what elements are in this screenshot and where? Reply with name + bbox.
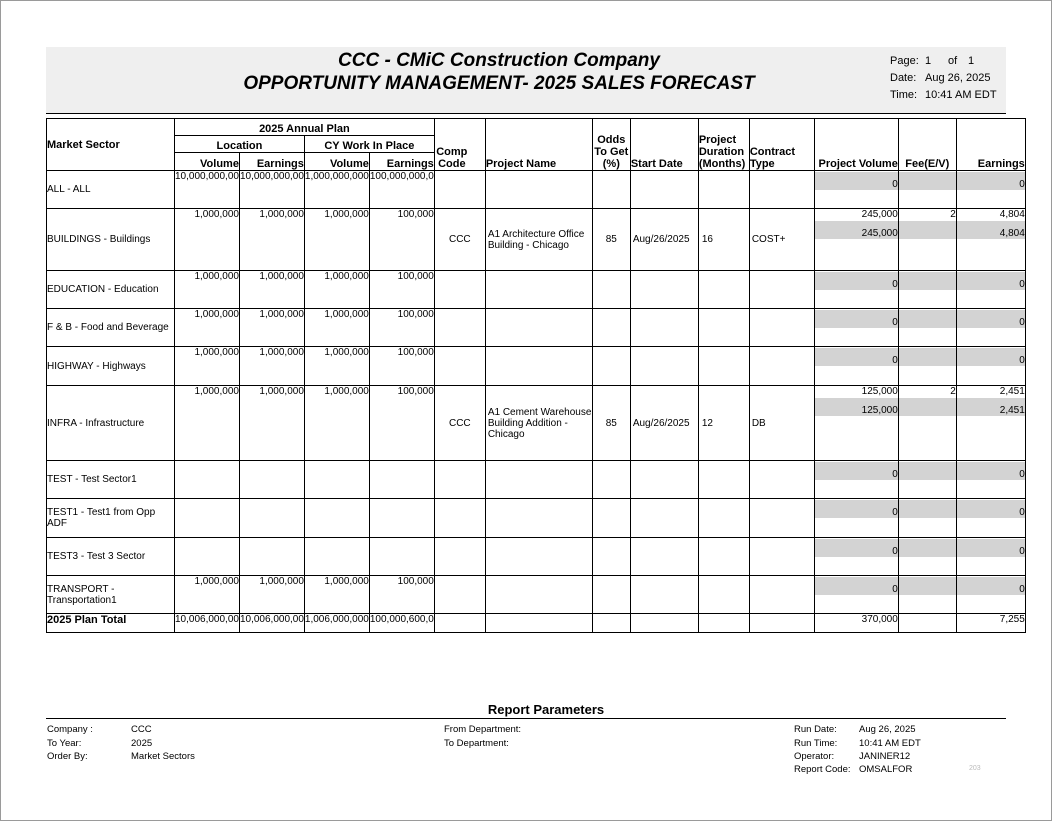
header-start-date: Start Date	[630, 119, 698, 171]
project-name	[485, 347, 592, 386]
subtotal-earnings: 4,804	[957, 220, 1025, 239]
start-date	[630, 499, 698, 538]
cy-earnings	[369, 538, 434, 576]
total-location-earnings: 10,006,000,00	[239, 614, 304, 633]
report-date: Aug 26, 2025	[925, 72, 991, 84]
total-cy-earnings: 100,000,600,0	[369, 614, 434, 633]
market-sector: EDUCATION - Education	[47, 271, 175, 309]
total-cy-volume: 1,006,000,000	[304, 614, 369, 633]
comp-code: CCC	[434, 209, 485, 271]
param-company: CCC	[131, 724, 152, 735]
table-row	[47, 209, 1026, 271]
total-project-volume: 370,000	[814, 614, 898, 633]
fee-cell	[898, 347, 956, 386]
subtotal-volume: 245,000	[815, 220, 898, 239]
subtotal-earnings: 0	[957, 171, 1025, 190]
cy-volume: 1,000,000	[304, 271, 369, 309]
subtotal-volume: 0	[815, 309, 898, 328]
total-row	[47, 614, 1026, 633]
comp-code	[434, 347, 485, 386]
fee-cell	[898, 309, 956, 347]
param-operator-label: Operator:	[794, 751, 835, 762]
fee: 2	[950, 386, 956, 397]
duration: 12	[698, 386, 749, 461]
date-label: Date:	[890, 72, 917, 84]
project-volume: 245,000	[861, 209, 898, 220]
project-name	[485, 461, 592, 499]
subtotal-earnings: 0	[957, 271, 1025, 290]
subtotal-earnings: 0	[957, 499, 1025, 518]
subtotal-earnings: 2,451	[957, 397, 1025, 416]
table-row	[47, 499, 1026, 538]
comp-code	[434, 309, 485, 347]
earnings-cell	[956, 171, 1025, 209]
start-date: Aug/26/2025	[630, 386, 698, 461]
report-time: 10:41 AM EDT	[925, 89, 997, 101]
comp-code	[434, 576, 485, 614]
project-volume: 125,000	[861, 386, 898, 397]
table-row	[47, 576, 1026, 614]
header-earnings: Earnings	[956, 119, 1025, 171]
project-volume-cell	[814, 209, 898, 271]
comp-code	[434, 499, 485, 538]
table-row	[47, 309, 1026, 347]
forecast-table	[46, 118, 1026, 633]
param-to-year: 2025	[131, 738, 153, 749]
odds-to-get	[592, 538, 630, 576]
page-total: 1	[968, 55, 975, 67]
comp-code	[434, 171, 485, 209]
header-duration: Project Duration (Months)	[698, 119, 749, 171]
param-to-dept-label: To Department:	[444, 738, 509, 749]
project-volume-cell	[814, 347, 898, 386]
header-market-sector: Market Sector	[47, 119, 175, 171]
param-operator: JANINER12	[859, 751, 911, 762]
subtotal-earnings: 0	[957, 576, 1025, 595]
project-volume-cell	[814, 461, 898, 499]
cy-volume: 1,000,000	[304, 309, 369, 347]
location-earnings	[239, 461, 304, 499]
location-earnings	[239, 499, 304, 538]
cy-earnings: 100,000	[369, 271, 434, 309]
earnings-cell	[956, 209, 1025, 271]
start-date	[630, 347, 698, 386]
subtotal-volume: 0	[815, 461, 898, 480]
time-label: Time:	[890, 89, 918, 101]
location-earnings: 10,000,000,00	[239, 171, 304, 209]
cy-earnings: 100,000,000,0	[369, 171, 434, 209]
project-name: A1 Cement Warehouse Building Addition - Chicago	[485, 386, 592, 461]
project-volume-cell	[814, 538, 898, 576]
contract-type	[749, 576, 814, 614]
earnings-cell	[956, 271, 1025, 309]
contract-type	[749, 347, 814, 386]
subtotal-earnings: 0	[957, 347, 1025, 366]
location-volume: 1,000,000	[175, 576, 240, 614]
header-fee: Fee(E/V)	[898, 119, 956, 171]
earnings-cell	[956, 309, 1025, 347]
page-label: Page:	[890, 55, 919, 67]
earnings-cell	[956, 461, 1025, 499]
location-earnings: 1,000,000	[239, 271, 304, 309]
start-date	[630, 171, 698, 209]
location-volume: 1,000,000	[175, 309, 240, 347]
fee-cell	[898, 538, 956, 576]
subtotal-volume: 0	[815, 499, 898, 518]
fee-cell	[898, 209, 956, 271]
param-to-year-label: To Year:	[47, 738, 82, 749]
page-reference: 203	[969, 765, 981, 772]
project-name	[485, 576, 592, 614]
comp-code: CCC	[434, 386, 485, 461]
location-volume: 1,000,000	[175, 209, 240, 271]
project-volume-cell	[814, 499, 898, 538]
param-run-date: Aug 26, 2025	[859, 724, 916, 735]
table-row	[47, 538, 1026, 576]
duration	[698, 499, 749, 538]
page-number: 1	[925, 55, 932, 67]
param-from-dept-label: From Department:	[444, 724, 522, 735]
header-project-volume: Project Volume	[814, 119, 898, 171]
subtotal-earnings: 0	[957, 309, 1025, 328]
project-earnings: 2,451	[999, 386, 1025, 397]
cy-earnings: 100,000	[369, 309, 434, 347]
cy-volume: 1,000,000	[304, 347, 369, 386]
cy-earnings	[369, 499, 434, 538]
comp-code	[434, 538, 485, 576]
cy-volume: 1,000,000	[304, 386, 369, 461]
header-location-earnings: Earnings	[239, 153, 304, 171]
project-name	[485, 538, 592, 576]
market-sector: TEST3 - Test 3 Sector	[47, 538, 175, 576]
project-volume-cell	[814, 271, 898, 309]
cy-earnings: 100,000	[369, 347, 434, 386]
earnings-cell	[956, 576, 1025, 614]
table-row	[47, 347, 1026, 386]
header-cy-earnings: Earnings	[369, 153, 434, 171]
odds-to-get	[592, 309, 630, 347]
odds-to-get: 85	[592, 386, 630, 461]
duration	[698, 347, 749, 386]
header-contract-type: Contract Type	[749, 119, 814, 171]
param-run-date-label: Run Date:	[794, 724, 837, 735]
contract-type	[749, 538, 814, 576]
odds-to-get	[592, 271, 630, 309]
param-company-label: Company :	[47, 724, 93, 735]
header-cy-work: CY Work In Place	[304, 136, 434, 153]
fee-cell	[898, 171, 956, 209]
param-order-by: Market Sectors	[131, 751, 195, 762]
table-row	[47, 386, 1026, 461]
odds-to-get	[592, 461, 630, 499]
table-row	[47, 461, 1026, 499]
market-sector: TEST - Test Sector1	[47, 461, 175, 499]
earnings-cell	[956, 538, 1025, 576]
odds-to-get: 85	[592, 209, 630, 271]
location-volume: 10,000,000,00	[175, 171, 240, 209]
fee-cell	[898, 271, 956, 309]
location-volume	[175, 499, 240, 538]
project-name	[485, 499, 592, 538]
market-sector: HIGHWAY - Highways	[47, 347, 175, 386]
subtotal-earnings: 0	[957, 538, 1025, 557]
location-earnings: 1,000,000	[239, 209, 304, 271]
fee: 2	[950, 209, 956, 220]
table-row	[47, 271, 1026, 309]
subtotal-volume: 0	[815, 171, 898, 190]
cy-volume	[304, 461, 369, 499]
header-annual-plan: 2025 Annual Plan	[175, 119, 435, 136]
cy-volume	[304, 538, 369, 576]
project-name	[485, 171, 592, 209]
subtotal-earnings: 0	[957, 461, 1025, 480]
header-odds: Odds To Get (%)	[592, 119, 630, 171]
project-volume-cell	[814, 309, 898, 347]
contract-type	[749, 461, 814, 499]
comp-code	[434, 271, 485, 309]
param-run-time-label: Run Time:	[794, 738, 838, 749]
start-date: Aug/26/2025	[630, 209, 698, 271]
report-title: OPPORTUNITY MANAGEMENT- 2025 SALES FORECAST	[243, 73, 755, 94]
market-sector: TEST1 - Test1 from Opp ADF	[47, 499, 175, 538]
location-earnings: 1,000,000	[239, 386, 304, 461]
fee-cell	[898, 461, 956, 499]
fee-cell	[898, 386, 956, 461]
odds-to-get	[592, 499, 630, 538]
start-date	[630, 309, 698, 347]
earnings-cell	[956, 386, 1025, 461]
header-cy-volume: Volume	[304, 153, 369, 171]
header-comp-code: Comp Code	[434, 119, 485, 171]
cy-earnings: 100,000	[369, 386, 434, 461]
start-date	[630, 538, 698, 576]
total-earnings: 7,255	[956, 614, 1025, 633]
total-label: 2025 Plan Total	[47, 614, 175, 633]
earnings-cell	[956, 499, 1025, 538]
start-date	[630, 461, 698, 499]
cy-volume: 1,000,000	[304, 209, 369, 271]
fee-cell	[898, 499, 956, 538]
contract-type	[749, 171, 814, 209]
project-earnings: 4,804	[999, 209, 1025, 220]
duration	[698, 271, 749, 309]
project-volume-cell	[814, 576, 898, 614]
param-order-by-label: Order By:	[47, 751, 88, 762]
odds-to-get	[592, 171, 630, 209]
contract-type	[749, 309, 814, 347]
contract-type: COST+	[749, 209, 814, 271]
contract-type	[749, 271, 814, 309]
odds-to-get	[592, 347, 630, 386]
subtotal-volume: 125,000	[815, 397, 898, 416]
start-date	[630, 271, 698, 309]
location-volume	[175, 538, 240, 576]
duration	[698, 461, 749, 499]
subtotal-volume: 0	[815, 576, 898, 595]
duration	[698, 576, 749, 614]
company-title: CCC - CMiC Construction Company	[338, 50, 660, 71]
location-volume: 1,000,000	[175, 347, 240, 386]
total-location-volume: 10,006,000,00	[175, 614, 240, 633]
location-volume: 1,000,000	[175, 271, 240, 309]
location-earnings	[239, 538, 304, 576]
location-volume: 1,000,000	[175, 386, 240, 461]
parameters-title: Report Parameters	[487, 702, 605, 717]
location-earnings: 1,000,000	[239, 576, 304, 614]
header-project-name: Project Name	[485, 119, 592, 171]
market-sector: INFRA - Infrastructure	[47, 386, 175, 461]
location-earnings: 1,000,000	[239, 309, 304, 347]
subtotal-volume: 0	[815, 347, 898, 366]
market-sector: ALL - ALL	[47, 171, 175, 209]
header-location: Location	[175, 136, 305, 153]
cy-volume	[304, 499, 369, 538]
project-name: A1 Architecture Office Building - Chicago	[485, 209, 592, 271]
market-sector: BUILDINGS - Buildings	[47, 209, 175, 271]
duration	[698, 538, 749, 576]
start-date	[630, 576, 698, 614]
market-sector: F & B - Food and Beverage	[47, 309, 175, 347]
header-location-volume: Volume	[175, 153, 240, 171]
contract-type: DB	[749, 386, 814, 461]
param-run-time: 10:41 AM EDT	[859, 738, 921, 749]
earnings-cell	[956, 347, 1025, 386]
project-volume-cell	[814, 386, 898, 461]
subtotal-volume: 0	[815, 538, 898, 557]
param-report-code: OMSALFOR	[859, 764, 913, 775]
cy-earnings: 100,000	[369, 576, 434, 614]
market-sector: TRANSPORT - Transportation1	[47, 576, 175, 614]
project-name	[485, 271, 592, 309]
report-header	[46, 47, 1006, 114]
subtotal-volume: 0	[815, 271, 898, 290]
of-label: of	[948, 55, 958, 67]
duration: 16	[698, 209, 749, 271]
parameters-divider	[46, 718, 1006, 719]
odds-to-get	[592, 576, 630, 614]
location-earnings: 1,000,000	[239, 347, 304, 386]
location-volume	[175, 461, 240, 499]
cy-volume: 1,000,000	[304, 576, 369, 614]
project-name	[485, 309, 592, 347]
cy-earnings: 100,000	[369, 209, 434, 271]
project-volume-cell	[814, 171, 898, 209]
comp-code	[434, 461, 485, 499]
cy-earnings	[369, 461, 434, 499]
duration	[698, 309, 749, 347]
param-report-code-label: Report Code:	[794, 764, 851, 775]
cy-volume: 1,000,000,000	[304, 171, 369, 209]
table-row	[47, 171, 1026, 209]
contract-type	[749, 499, 814, 538]
duration	[698, 171, 749, 209]
fee-cell	[898, 576, 956, 614]
